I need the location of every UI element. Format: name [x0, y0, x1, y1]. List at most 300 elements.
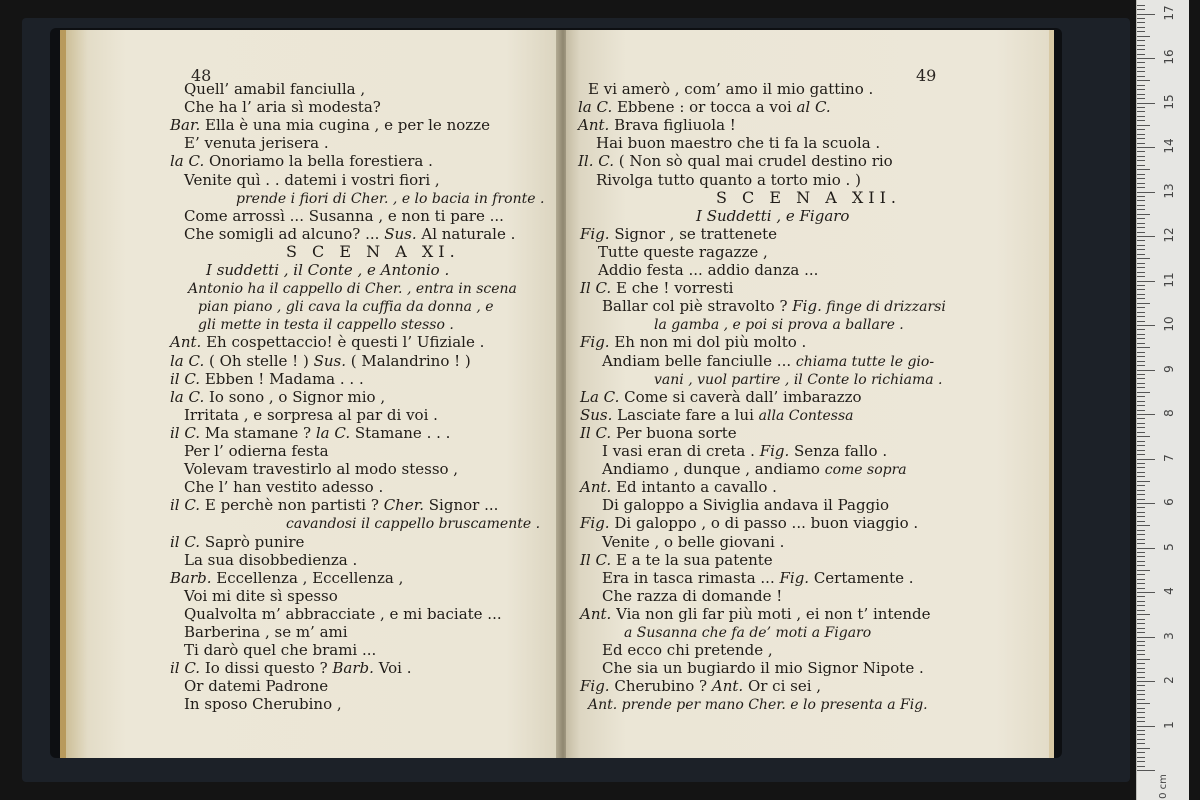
- text-line: [580, 551, 773, 569]
- speaker-name: I suddetti , il Conte , e Antonio .: [206, 261, 450, 279]
- ruler-number: 14: [1162, 138, 1176, 154]
- text-line: [588, 695, 928, 714]
- text-line: [696, 207, 849, 225]
- verse-text: Quell’ amabil fanciulla ,: [184, 80, 366, 98]
- ruler-tick: [1137, 298, 1145, 299]
- stage-direction: finge di drizzarsi: [821, 299, 946, 316]
- verse-text: Or datemi Padrone: [184, 677, 329, 696]
- ruler-tick: [1137, 521, 1145, 522]
- right-page: [566, 30, 1054, 758]
- ruler-tick: [1137, 352, 1145, 353]
- ruler-tick: [1137, 543, 1145, 544]
- ruler-tick: [1137, 365, 1145, 366]
- stage-direction: Ant. prende per mano Cher. e lo presenta a Fig.: [588, 697, 928, 714]
- text-line: [170, 533, 304, 551]
- ruler-tick: [1137, 556, 1145, 557]
- speaker-name: il C.: [170, 659, 201, 678]
- text-line: [236, 189, 544, 208]
- ruler-tick: [1137, 22, 1145, 23]
- ruler-tick: [1137, 677, 1145, 678]
- ruler-number: 12: [1162, 227, 1176, 243]
- speaker-name: Bar.: [170, 116, 201, 135]
- ruler-tick: [1137, 321, 1145, 322]
- ruler-number: 5: [1162, 542, 1176, 551]
- ruler-tick: [1137, 200, 1145, 201]
- speaker-name: Il C.: [580, 550, 612, 569]
- verse-text: Ebbene : or tocca a voi: [612, 98, 797, 117]
- speaker-name: il C.: [170, 496, 201, 515]
- verse-text: Stamane . . .: [350, 423, 451, 442]
- ruler-tick: [1137, 534, 1145, 535]
- ruler-tick: [1137, 356, 1145, 357]
- verse-text: Come si caverà dall’ imbarazzo: [619, 387, 862, 406]
- ruler-tick: [1137, 405, 1145, 406]
- text-line: [598, 261, 818, 279]
- verse-text: Per l’ odierna festa: [184, 442, 329, 460]
- verse-text: E’ venuta jerisera .: [184, 134, 329, 153]
- ruler-tick: [1137, 383, 1145, 384]
- stage-direction: pian piano , gli cava la cuffia da donna , e: [198, 299, 494, 316]
- text-line: [184, 551, 357, 569]
- ruler-tick: [1137, 548, 1155, 549]
- ruler-tick: [1137, 240, 1145, 241]
- ruler-tick: [1137, 325, 1155, 326]
- ruler-tick: [1137, 414, 1155, 415]
- verse-text: Andiam belle fanciulle ...: [602, 351, 796, 370]
- ruler-tick: [1137, 45, 1145, 46]
- ruler-number: 2: [1162, 676, 1176, 684]
- speaker-name: I Suddetti , e Figaro: [696, 206, 850, 225]
- verse-text: I vasi eran di creta .: [602, 442, 760, 460]
- verse-text: Che somigli ad alcuno? ...: [184, 224, 385, 243]
- ruler-tick: [1137, 85, 1145, 86]
- ruler-tick: [1137, 103, 1155, 104]
- speaker-name: Fig.: [792, 297, 822, 316]
- scene-heading: S C E N A XI.: [286, 241, 460, 261]
- ruler-tick: [1137, 62, 1145, 63]
- ruler-tick: [1137, 423, 1145, 424]
- verse-text: Ma stamane ?: [200, 423, 316, 442]
- verse-text: Venite , o belle giovani .: [602, 532, 785, 551]
- ruler-tick: [1137, 14, 1155, 15]
- ruler-tick: [1137, 410, 1145, 411]
- text-line: [170, 496, 498, 514]
- speaker-name: la C.: [578, 98, 613, 117]
- text-line: [184, 641, 376, 659]
- ruler-tick: [1137, 396, 1145, 397]
- text-line: [170, 370, 364, 388]
- ruler-tick: [1137, 160, 1145, 161]
- verse-text: ( Oh stelle ! ): [204, 351, 314, 370]
- text-line: [602, 352, 934, 371]
- ruler-tick: [1137, 312, 1145, 313]
- stage-direction: a Susanna che fa de’ moti a Figaro: [624, 625, 872, 641]
- ruler-tick: [1137, 530, 1145, 531]
- verse-text: In sposo Cherubino ,: [184, 695, 342, 714]
- ruler-tick: [1137, 156, 1145, 157]
- verse-text: Eh cospettaccio! è questi l’ Ufiziale .: [201, 333, 485, 352]
- speaker-name: la C.: [170, 351, 205, 370]
- text-line: [602, 460, 907, 479]
- stage-direction: chiama tutte le gio-: [795, 353, 935, 370]
- text-line: [170, 352, 471, 370]
- ruler-tick: [1137, 223, 1145, 224]
- text-line: [602, 496, 889, 514]
- speaker-name: il C.: [170, 532, 201, 551]
- ruler-tick: [1137, 463, 1145, 464]
- ruler-tick: [1137, 178, 1145, 179]
- ruler-number: 17: [1162, 4, 1176, 21]
- ruler-number: 13: [1162, 182, 1176, 199]
- ruler-tick: [1137, 71, 1145, 72]
- speaker-name: Sus.: [580, 405, 613, 424]
- verse-text: Come arrossì ... Susanna , e non ti pare ...: [184, 206, 504, 225]
- verse-text: Or ci sei ,: [743, 677, 822, 696]
- ruler-tick: [1137, 316, 1145, 317]
- ruler-tick: [1137, 601, 1145, 602]
- verse-text: Signor ...: [424, 496, 499, 515]
- ruler-tick: [1137, 454, 1145, 455]
- ruler-tick: [1137, 374, 1145, 375]
- ruler-tick: [1137, 263, 1145, 264]
- ruler-tick: [1137, 730, 1145, 731]
- measurement-ruler: [1136, 0, 1189, 800]
- ruler-tick: [1137, 748, 1150, 749]
- ruler-number: 10: [1162, 316, 1176, 332]
- text-line: [184, 460, 458, 478]
- text-line: [596, 171, 861, 189]
- ruler-tick: [1137, 370, 1155, 371]
- ruler-tick: [1137, 734, 1145, 735]
- ruler-tick: [1137, 134, 1145, 135]
- text-line: [170, 152, 433, 170]
- verse-text: Lasciate fare a lui: [612, 405, 759, 424]
- text-line: [654, 315, 904, 334]
- text-line: [580, 406, 854, 425]
- text-line: [184, 134, 329, 152]
- verse-text: Cherubino ?: [609, 677, 712, 696]
- ruler-tick: [1137, 694, 1145, 695]
- ruler-tick: [1137, 143, 1145, 144]
- ruler-tick: [1137, 285, 1145, 286]
- speaker-name: Fig.: [580, 677, 610, 696]
- ruler-tick: [1137, 672, 1145, 673]
- scene-heading: S C E N A XII.: [716, 187, 901, 207]
- ruler-tick: [1137, 80, 1150, 81]
- ruler-tick: [1137, 752, 1145, 753]
- ruler-tick: [1137, 681, 1155, 682]
- ruler-tick: [1137, 650, 1145, 651]
- speaker-name: Ant.: [170, 333, 202, 352]
- ruler-tick: [1137, 31, 1145, 32]
- text-line: [286, 243, 460, 261]
- ruler-tick: [1137, 574, 1145, 575]
- speaker-name: al C.: [796, 98, 831, 117]
- text-line: [602, 533, 784, 551]
- stage-direction: come sopra: [824, 462, 907, 479]
- text-line: [580, 225, 777, 243]
- ruler-tick: [1137, 378, 1145, 379]
- speaker-name: Fig.: [580, 514, 610, 533]
- verse-text: Senza fallo .: [789, 442, 888, 460]
- verse-text: Ballar col piè stravolto ?: [602, 297, 793, 316]
- verse-text: Al naturale .: [416, 224, 516, 243]
- ruler-tick: [1137, 338, 1145, 339]
- ruler-tick: [1137, 36, 1150, 37]
- ruler-number: 15: [1162, 93, 1176, 110]
- verse-text: Addio festa ... addio danza ...: [598, 261, 819, 279]
- ruler-tick: [1137, 632, 1145, 633]
- text-line: [206, 261, 449, 279]
- text-line: [602, 659, 924, 677]
- text-line: [654, 370, 942, 389]
- ruler-tick: [1137, 169, 1150, 170]
- text-line: [578, 98, 831, 116]
- text-line: [580, 605, 931, 623]
- ruler-number: 3: [1162, 631, 1176, 640]
- speaker-name: Il C.: [580, 279, 612, 298]
- verse-text: ( Malandrino ! ): [346, 351, 471, 370]
- ruler-tick: [1137, 579, 1145, 580]
- speaker-name: Sus.: [384, 224, 417, 243]
- ruler-tick: [1137, 174, 1145, 175]
- verse-text: Via non gli far più moti , ei non t’ intende: [611, 604, 931, 623]
- text-line: [184, 207, 504, 225]
- ruler-tick: [1137, 623, 1145, 624]
- speaker-name: Ant.: [578, 116, 610, 135]
- ruler-tick: [1137, 9, 1145, 10]
- verse-text: Brava figliuola !: [609, 116, 736, 135]
- ruler-tick: [1137, 552, 1145, 553]
- stage-direction: gli mette in testa il cappello stesso .: [198, 317, 454, 334]
- verse-text: E perchè non partisti ?: [200, 496, 384, 515]
- speaker-name: Ant.: [580, 478, 612, 497]
- ruler-tick: [1137, 125, 1150, 126]
- verse-text: Eh non mi dol più molto .: [609, 333, 807, 352]
- speaker-name: Il. C.: [578, 152, 614, 171]
- ruler-tick: [1137, 445, 1145, 446]
- ruler-tick: [1137, 610, 1145, 611]
- ruler-tick: [1137, 294, 1145, 295]
- ruler-tick: [1137, 481, 1150, 482]
- verse-text: Ed ecco chi pretende ,: [602, 641, 773, 660]
- ruler-tick: [1137, 539, 1145, 540]
- verse-text: Ella è una mia cugina , e per le nozze: [200, 116, 490, 135]
- text-line: [286, 514, 540, 533]
- speaker-name: la C.: [315, 423, 351, 442]
- verse-text: Andiamo , dunque , andiamo: [602, 460, 825, 479]
- speaker-name: Fig.: [580, 333, 610, 352]
- ruler-tick: [1137, 490, 1145, 491]
- stage-direction: la gamba , e poi si prova a ballare .: [654, 317, 904, 334]
- text-line: [184, 478, 383, 496]
- ruler-tick: [1137, 347, 1150, 348]
- ruler-tick: [1137, 214, 1150, 215]
- text-line: [184, 98, 381, 116]
- verse-text: Venite quì . . datemi i vostri fiori ,: [184, 170, 440, 189]
- ruler-tick: [1137, 432, 1145, 433]
- verse-text: Io dissi questo ?: [200, 659, 333, 678]
- text-line: [580, 677, 821, 695]
- ruler-tick: [1137, 387, 1145, 388]
- ruler-tick: [1137, 592, 1155, 593]
- ruler-tick: [1137, 427, 1145, 428]
- ruler-tick: [1137, 138, 1145, 139]
- verse-text: Onoriamo la bella forestiera .: [204, 152, 433, 171]
- ruler-tick: [1137, 267, 1145, 268]
- text-line: [588, 80, 873, 98]
- speaker-name: Barb.: [332, 659, 374, 678]
- ruler-tick: [1137, 58, 1155, 59]
- ruler-tick: [1137, 668, 1145, 669]
- verse-text: Che razza di domande !: [602, 586, 783, 605]
- text-line: [198, 297, 494, 316]
- verse-text: Ed intanto a cavallo .: [611, 478, 777, 497]
- ruler-tick: [1137, 289, 1145, 290]
- text-line: [624, 623, 871, 642]
- ruler-tick: [1137, 770, 1155, 771]
- stage-direction: cavandosi il cappello bruscamente .: [286, 516, 541, 533]
- ruler-tick: [1137, 401, 1145, 402]
- text-line: [580, 279, 733, 297]
- ruler-tick: [1137, 187, 1145, 188]
- speaker-name: Barb.: [170, 568, 212, 587]
- ruler-tick: [1137, 663, 1145, 664]
- ruler-tick: [1137, 441, 1145, 442]
- ruler-tick: [1137, 334, 1145, 335]
- ruler-tick: [1137, 476, 1145, 477]
- text-line: [602, 442, 887, 460]
- text-line: [184, 587, 338, 605]
- ruler-tick: [1137, 512, 1145, 513]
- verse-text: Che sia un bugiardo il mio Signor Nipote .: [602, 659, 924, 678]
- ruler-tick: [1137, 570, 1150, 571]
- speaker-name: Ant.: [711, 677, 744, 696]
- verse-text: Che l’ han vestito adesso .: [184, 478, 384, 497]
- verse-text: Signor , se trattenete: [609, 224, 778, 243]
- verse-text: Voi .: [373, 659, 412, 678]
- text-line: [184, 80, 365, 98]
- ruler-number: 1: [1162, 720, 1176, 729]
- ruler-number: 7: [1162, 453, 1176, 462]
- ruler-tick: [1137, 49, 1145, 50]
- ruler-tick: [1137, 637, 1155, 638]
- ruler-tick: [1137, 614, 1150, 615]
- text-line: [170, 569, 403, 587]
- ruler-tick: [1137, 343, 1145, 344]
- ruler-tick: [1137, 54, 1145, 55]
- speaker-name: il C.: [170, 423, 201, 442]
- text-line: [184, 623, 348, 641]
- text-line: [602, 641, 773, 659]
- ruler-tick: [1137, 761, 1145, 762]
- ruler-tick: [1137, 27, 1145, 28]
- ruler-tick: [1137, 227, 1145, 228]
- text-line: [580, 333, 806, 351]
- ruler-tick: [1137, 472, 1145, 473]
- speaker-name: Sus.: [313, 351, 346, 370]
- speaker-name: Fig.: [779, 568, 810, 587]
- ruler-tick: [1137, 628, 1145, 629]
- text-line: [578, 152, 893, 170]
- ruler-tick: [1137, 641, 1145, 642]
- speaker-name: La C.: [580, 387, 620, 406]
- ruler-tick: [1137, 76, 1145, 77]
- verse-text: Barberina , se m’ ami: [184, 623, 348, 641]
- ruler-tick: [1137, 392, 1150, 393]
- ruler-tick: [1137, 361, 1145, 362]
- speaker-name: Il C.: [580, 423, 612, 442]
- ruler-tick: [1137, 89, 1145, 90]
- ruler-tick: [1137, 236, 1155, 237]
- text-line: [184, 677, 328, 695]
- speaker-name: la C.: [170, 387, 205, 406]
- ruler-tick: [1137, 516, 1145, 517]
- ruler-tick: [1137, 596, 1145, 597]
- text-line: [580, 424, 737, 442]
- verse-text: Saprò punire: [200, 532, 305, 551]
- ruler-tick: [1137, 165, 1145, 166]
- verse-text: Voi mi dite sì spesso: [184, 586, 338, 605]
- text-line: [198, 315, 454, 334]
- text-line: [596, 134, 880, 152]
- verse-text: ( Non sò qual mai crudel destino rio: [613, 152, 893, 171]
- speaker-name: il C.: [170, 369, 201, 388]
- text-line: [602, 587, 782, 605]
- ruler-tick: [1137, 249, 1145, 250]
- speaker-name: Fig.: [580, 224, 610, 243]
- ruler-number: 16: [1162, 49, 1176, 65]
- text-line: [170, 659, 412, 677]
- ruler-tick: [1137, 588, 1145, 589]
- ruler-tick: [1137, 418, 1145, 419]
- text-line: [184, 171, 440, 189]
- ruler-tick: [1137, 254, 1145, 255]
- ruler-tick: [1137, 503, 1155, 504]
- ruler-tick: [1137, 739, 1145, 740]
- text-line: [602, 297, 946, 316]
- stage-direction: alla Contessa: [758, 407, 854, 424]
- ruler-number: 8: [1162, 409, 1176, 417]
- verse-text: Ti darò quel che brami ...: [184, 641, 377, 660]
- verse-text: Eccellenza , Eccellenza ,: [211, 568, 404, 587]
- right-page-number: 49: [916, 66, 937, 85]
- verse-text: Tutte queste ragazze ,: [598, 242, 768, 261]
- text-line: [184, 695, 342, 713]
- ruler-tick: [1137, 18, 1145, 19]
- ruler-tick: [1137, 98, 1145, 99]
- ruler-tick: [1137, 494, 1145, 495]
- ruler-tick: [1137, 743, 1145, 744]
- ruler-tick: [1137, 583, 1145, 584]
- ruler-tick: [1137, 111, 1145, 112]
- text-line: [184, 406, 438, 424]
- ruler-tick: [1137, 218, 1145, 219]
- text-line: [170, 388, 385, 406]
- stage-direction: vani , vuol partire , il Conte lo richiama .: [654, 371, 943, 388]
- ruler-number: 4: [1162, 587, 1176, 595]
- text-line: [578, 116, 736, 134]
- ruler-tick: [1137, 721, 1145, 722]
- text-line: [716, 189, 901, 207]
- verse-text: Rivolga tutto quanto a torto mio . ): [596, 170, 861, 189]
- verse-text: Era in tasca rimasta ...: [602, 568, 780, 587]
- verse-text: E vi amerò , com’ amo il mio gattino .: [588, 80, 874, 98]
- ruler-unit-label: 0 cm: [1157, 774, 1169, 799]
- verse-text: Irritata , e sorpresa al par di voi .: [184, 405, 438, 424]
- ruler-tick: [1137, 5, 1145, 6]
- ruler-tick: [1137, 192, 1155, 193]
